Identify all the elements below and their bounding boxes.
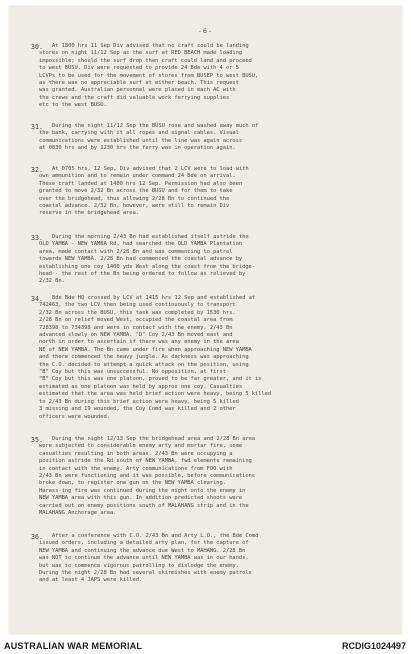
text-line: NE of NEW YAMBA. The Bn came under fire when approaching NEW YAMBA: [39, 346, 252, 353]
text-line: NEW YAMBA area with this gun. In addition predicted shoots were: [39, 495, 243, 502]
text-line: coastal advance. 2/32 Bn, however, were still to remain Div: [39, 203, 230, 210]
text-line: 3 missing and 19 wounded, the Coy Comd was killed and 2 other: [39, 406, 236, 413]
text-line: area, made contact with 2/28 Bn and was commencing to patrol: [39, 248, 233, 255]
text-line: Bde Bde HQ crossed by LCV at 1415 hrs 12 Sep and established at: [52, 295, 256, 301]
text-line: position astride the Rd south of NEW YAMBA, fwd elements remaining: [39, 458, 252, 465]
text-line: Harass-ing fire was continued during the night onto the enemy in: [39, 487, 246, 494]
paragraph-number: 31.: [31, 123, 43, 131]
paragraph-number: 33.: [31, 234, 43, 242]
text-line: issued orders, including a detailed arty plan, for the capture of: [39, 540, 249, 547]
text-line: officers were wounded.: [39, 413, 110, 420]
paragraph-number: 35.: [31, 436, 43, 444]
text-line: 2/28 Bn on relief moved West, occupied the coastal area from: [39, 317, 233, 324]
text-line: reserve in the bridgehead area.: [39, 210, 139, 217]
footer-bar: [0, 637, 411, 654]
text-line: to west BUSU. Div were requested to provide 24 Bde with 4 or 5: [39, 65, 239, 72]
text-line: were subjected to considerable enemy arty and mortar fire, some: [39, 443, 243, 450]
text-line: was granted. Australian personnel were placed in each AC with: [39, 87, 236, 94]
text-line: 742463, the two LCV then being used continuously to transport: [39, 302, 236, 309]
record-id: RCDIG1024497: [341, 641, 406, 651]
text-line: the bank, carrying with it all ropes and signal cables. Visual: [39, 130, 239, 137]
paragraph: [31, 234, 389, 286]
text-line: OLD YAMBA - NEW YAMBA Rd, had searched the OLD YAMBA Plantation: [39, 241, 243, 248]
text-line: granted to move 2/32 Bn across the BUSU and for them to take: [39, 188, 233, 195]
text-line: During the night 12/13 Sep the bridgehead area and 2/28 Bn area: [52, 436, 256, 442]
text-line: was NOT to continue the advance until NEW YAMBA was in our hands,: [39, 555, 249, 562]
text-line: During the night 2/28 Bn had several skirmishes with enemy patrols: [39, 570, 252, 577]
text-line: etc to the west BUSU.: [39, 102, 107, 109]
paragraph: [31, 43, 389, 110]
text-line: 2/32 Bn across the BUSU, this task was completed by 1530 hrs.: [39, 309, 236, 316]
paragraph-number: 36.: [31, 533, 43, 541]
text-line: During the night 11/12 Sep the BUSU rose and washed away much of: [52, 123, 259, 129]
paragraph: [31, 533, 389, 585]
text-line: carried out on enemy positions south of MALAHANG strip and in the: [39, 502, 249, 509]
text-line: At 1800 hrs 11 Sep Div advised that no craft could be landing: [52, 43, 249, 49]
paragraph: [31, 166, 389, 218]
text-line: but was to commence vigorous patrolling to dislodge the enemy.: [39, 562, 239, 569]
text-line: at 0830 hrs and by 1230 hrs the ferry was in operation again.: [39, 145, 236, 152]
text-line: These craft landed at 1400 hrs 12 Sep. Permission had also been: [39, 180, 243, 187]
page-number: -6-: [198, 27, 213, 35]
text-line: and at least 4 JAPS were killed.: [39, 577, 143, 584]
archive-label: AUSTRALIAN WAR MEMORIAL: [4, 641, 143, 651]
text-line: 728398 to 734398 and were in contact with the enemy. 2/43 Bn: [39, 324, 233, 331]
text-line: During the morning 2/43 Bn had established itself astride the: [52, 234, 249, 240]
document-sheet: [9, 6, 402, 634]
text-line: estimated as one platoon was held by approx one coy. Casualties: [39, 383, 243, 390]
text-line: in contact with the enemy. Arty communications from FOO with: [39, 465, 233, 472]
text-line: as there was no appreciable surf at either beach. This request: [39, 80, 239, 87]
text-line: "B" Coy but this was one platoon, proved to be far greater, and it is: [39, 376, 262, 383]
text-line: casualties resulting in both areas. 2/43 Bn were occupying a: [39, 450, 233, 457]
text-line: north in order to ascertain if there was any enemy in the area: [39, 339, 239, 346]
text-line: estimated that the area was held brief action were heavy, being 5 killed: [39, 391, 272, 398]
text-line: MALAHANG Anchorage area.: [39, 510, 117, 517]
text-line: LCVPs to be used for the movement of stores from BUSEP to west BUSU,: [39, 72, 259, 79]
text-line: own ammunition and to remain under command 24 Bde on arrival.: [39, 173, 236, 180]
text-line: to 2/43 Bn during this brief action were heavy, being 5 killed: [39, 398, 239, 405]
paragraph-number: 30.: [31, 43, 43, 51]
text-line: NEW YAMBA and continuing the advance due West to MAHANG. 2/28 Bn: [39, 547, 246, 554]
text-line: towards NEW YAMBA. 2/28 Bn had commenced the coastal advance by: [39, 256, 243, 263]
text-line: 2/43 Bn were functioning and it was possible, before communications: [39, 473, 255, 480]
text-line: stores on night 11/12 Sep as the surf at RED BEACH made loading: [39, 50, 243, 57]
text-line: and there commenced the heavy jungle. As darkness was approaching: [39, 354, 249, 361]
text-line: advanced slowly on NEW YAMBA. "D" Coy 2/43 Bn moved east and: [39, 332, 233, 339]
text-line: over the bridgehead, thus allowing 2/28 Bn to continued the: [39, 195, 230, 202]
text-line: 2/32 Bn.: [39, 278, 65, 285]
text-line: the crews and the craft did valuable work ferrying supplies: [39, 94, 230, 101]
paragraph: [31, 295, 389, 421]
paragraph-number: 34.: [31, 295, 43, 303]
text-line: communications were established until the line was again across: [39, 137, 243, 144]
paragraph-number: 32.: [31, 166, 43, 174]
text-line: head - the rest of the Bn being ordered to follow as relieved by: [39, 271, 246, 278]
text-line: establishing one coy 1400 yds West along the coast from the bridge-: [39, 263, 255, 270]
text-line: After a conference with C.O. 2/43 Bn and Arty L.O., the Bde Comd: [52, 533, 259, 539]
text-line: broke down, to register one gun on the NEW YAMBA clearing.: [39, 480, 226, 487]
text-line: the C.O. decided to attempt a quick attack on the position, using: [39, 361, 249, 368]
text-line: "B" Coy but this was unsuccessful. No opposition, at first: [39, 369, 226, 376]
paragraph: [31, 436, 389, 517]
text-line: impossible; should the surf drop then craft could land and proceed: [39, 57, 252, 64]
paragraph: [31, 123, 389, 153]
text-line: At 0705 hrs, 12 Sep, Div advised that 2 LCV were to load with: [52, 166, 249, 172]
